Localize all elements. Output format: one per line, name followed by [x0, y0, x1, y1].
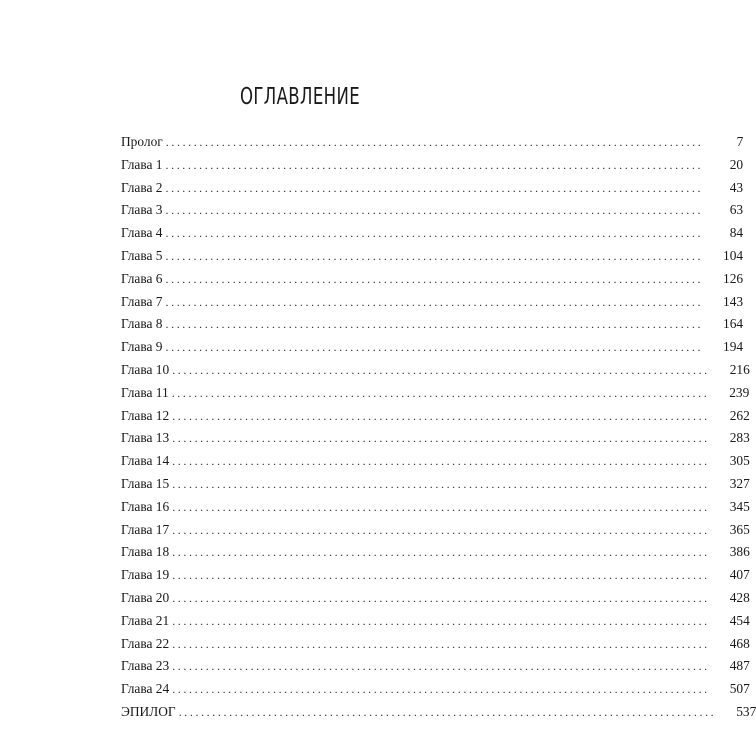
- toc-entry: [121, 336, 744, 359]
- toc-dot-leader: ................................................................................................: [172, 499, 710, 514]
- toc-entry: [121, 382, 750, 405]
- toc-entry-page-number: 262: [729, 407, 750, 423]
- toc-entry: [121, 587, 750, 610]
- toc-entry-page-number: 345: [729, 498, 750, 514]
- toc-entry: [121, 154, 744, 177]
- toc-dot-leader: ................................................................................................: [172, 408, 710, 423]
- toc-entry: [121, 473, 750, 496]
- toc-entry-page-number: 487: [729, 658, 750, 674]
- toc-entry-page-number: 454: [729, 612, 750, 628]
- toc-dot-leader: ................................................................................................: [165, 180, 704, 195]
- toc-entry-label: Глава 16: [121, 498, 170, 514]
- toc-entry-label: ЭПИЛОГ: [121, 703, 176, 719]
- toc-dot-leader: ................................................................................................: [165, 226, 704, 241]
- toc-dot-leader: ................................................................................................: [172, 454, 710, 469]
- toc-entry-page-number: 84: [729, 225, 744, 241]
- toc-entry: [121, 655, 750, 678]
- toc-entry-label: Глава 7: [121, 293, 163, 309]
- toc-entry-label: Пролог: [121, 134, 163, 149]
- toc-dot-leader: ................................................................................................: [172, 682, 710, 697]
- toc-dot-leader: ................................................................................................: [172, 568, 710, 583]
- toc-entry-page-number: 239: [729, 384, 750, 400]
- toc-dot-leader: ................................................................................................: [165, 248, 704, 263]
- toc-dot-leader: ................................................................................................: [165, 317, 704, 332]
- toc-entry-label: Глава 23: [121, 658, 170, 674]
- toc-entry-label: Глава 11: [121, 384, 169, 400]
- toc-entry: [121, 519, 750, 542]
- toc-dot-leader: ................................................................................................: [172, 636, 710, 651]
- toc-entry-page-number: 63: [729, 202, 744, 218]
- toc-entry-label: Глава 13: [121, 430, 170, 446]
- toc-entry-page-number: 143: [723, 293, 744, 309]
- toc-entry-label: Глава 15: [121, 475, 170, 491]
- toc-entry-label: Глава 1: [121, 156, 163, 172]
- toc-entry-page-number: 126: [723, 270, 744, 286]
- toc-entry-page-number: 104: [723, 247, 744, 263]
- toc-dot-leader: ................................................................................................: [165, 271, 704, 286]
- toc-dot-leader: ................................................................................................: [172, 590, 710, 605]
- toc-entry: [121, 177, 744, 200]
- toc-dot-leader: ................................................................................................: [165, 203, 704, 218]
- toc-entry: [121, 268, 744, 291]
- toc-entry-page-number: 7: [736, 134, 744, 149]
- toc-dot-leader: ................................................................................................: [165, 157, 704, 172]
- toc-entry-label: Глава 10: [121, 361, 170, 377]
- toc-entry: [121, 405, 750, 428]
- toc-dot-leader: ................................................................................................: [172, 431, 710, 446]
- toc-entry-label: Глава 21: [121, 612, 170, 628]
- toc-dot-leader: ................................................................................................: [178, 704, 717, 719]
- toc-entry-page-number: 507: [729, 681, 750, 697]
- toc-entry-page-number: 305: [729, 453, 750, 469]
- toc-entry-label: Глава 2: [121, 179, 163, 195]
- toc-entry-label: Глава 19: [121, 567, 170, 583]
- toc-entry-label: Глава 3: [121, 202, 163, 218]
- toc-entry: [121, 291, 744, 314]
- toc-dot-leader: ................................................................................................: [165, 294, 704, 309]
- toc-entry-page-number: 537: [736, 703, 756, 719]
- toc-entry: [121, 610, 750, 633]
- toc-entry-page-number: 407: [729, 567, 750, 583]
- toc-entry-page-number: 386: [729, 544, 750, 560]
- toc-entry-label: Глава 22: [121, 635, 170, 651]
- toc-entry-page-number: 164: [723, 316, 744, 332]
- toc-dot-leader: ................................................................................................: [171, 385, 710, 400]
- table-of-contents: [121, 131, 756, 724]
- toc-entry-label: Глава 8: [121, 316, 163, 332]
- toc-entry: [121, 564, 750, 587]
- toc-entry-label: Глава 17: [121, 521, 170, 537]
- toc-dot-leader: ................................................................................................: [172, 659, 710, 674]
- page-title: ОГЛАВЛЕНИЕ: [239, 84, 361, 110]
- toc-entry: [121, 245, 744, 268]
- toc-dot-leader: ................................................................................................: [172, 613, 710, 628]
- toc-dot-leader: ................................................................................................: [172, 362, 710, 377]
- toc-entry-label: Глава 12: [121, 407, 170, 423]
- toc-entry: [121, 131, 744, 154]
- toc-dot-leader: ................................................................................................: [165, 340, 704, 355]
- toc-entry-label: Глава 24: [121, 681, 170, 697]
- toc-entry-label: Глава 5: [121, 247, 163, 263]
- toc-entry: [121, 633, 750, 656]
- toc-dot-leader: ................................................................................................: [172, 476, 710, 491]
- toc-entry: [121, 427, 750, 450]
- toc-entry-page-number: 428: [729, 589, 750, 605]
- toc-entry-label: Глава 20: [121, 589, 170, 605]
- toc-entry-page-number: 216: [729, 361, 750, 377]
- toc-entry: [121, 496, 750, 519]
- toc-entry-label: Глава 6: [121, 270, 163, 286]
- toc-entry-page-number: 43: [729, 179, 744, 195]
- toc-dot-leader: ................................................................................................: [172, 545, 710, 560]
- toc-entry: [121, 450, 750, 473]
- toc-entry: [121, 359, 750, 382]
- toc-entry: [121, 222, 744, 245]
- toc-entry-page-number: 327: [729, 475, 750, 491]
- toc-entry: [121, 678, 750, 701]
- toc-entry-page-number: 468: [729, 635, 750, 651]
- toc-entry-label: Глава 18: [121, 544, 170, 560]
- toc-entry-label: Глава 9: [121, 339, 163, 355]
- toc-entry-page-number: 365: [729, 521, 750, 537]
- toc-dot-leader: ................................................................................................: [165, 135, 704, 149]
- toc-entry: [121, 313, 744, 336]
- toc-entry-page-number: 20: [729, 156, 744, 172]
- toc-entry: [121, 541, 750, 564]
- toc-entry-label: Глава 4: [121, 225, 163, 241]
- toc-entry: [121, 199, 744, 222]
- toc-dot-leader: ................................................................................................: [172, 522, 710, 537]
- toc-entry-label: Глава 14: [121, 453, 170, 469]
- toc-entry-page-number: 283: [729, 430, 750, 446]
- toc-entry-page-number: 194: [723, 339, 744, 355]
- toc-entry: [121, 701, 756, 724]
